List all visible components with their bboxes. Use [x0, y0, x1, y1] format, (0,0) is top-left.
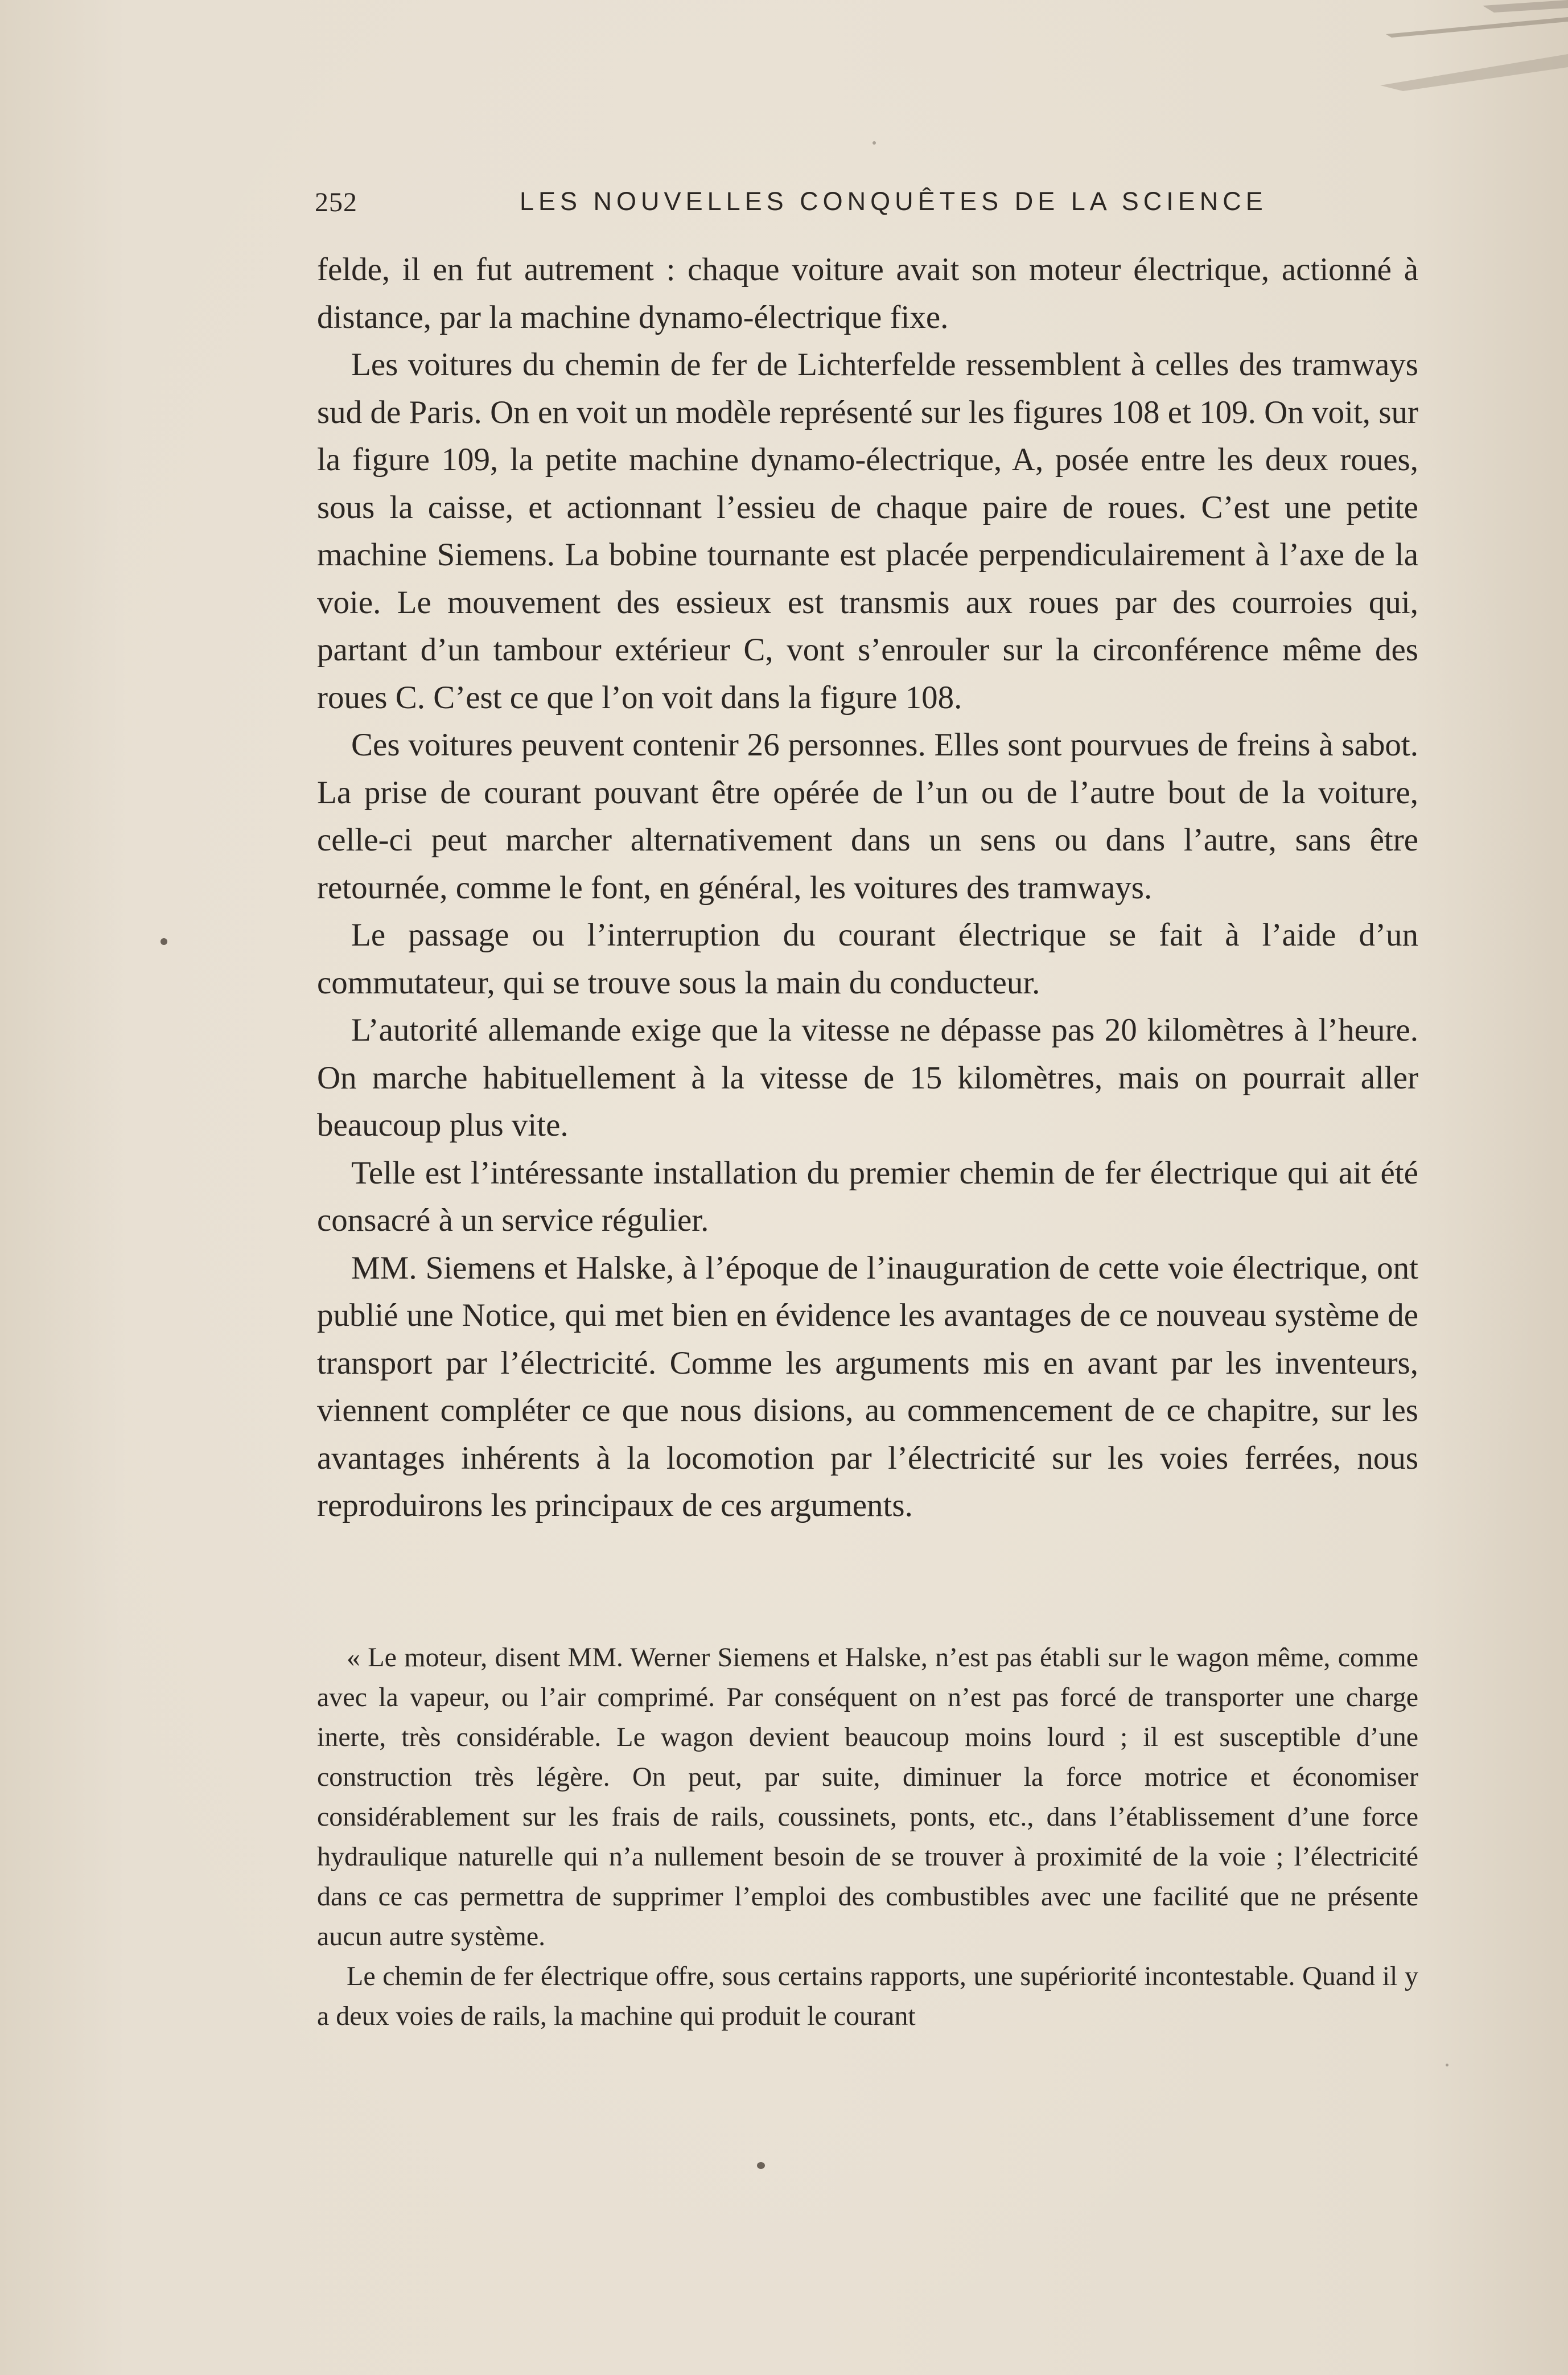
paragraph: Telle est l’intéressante installation du premier chemin de fer électrique qui ait été consacré à un service régulier.	[317, 1154, 1418, 1238]
paragraph: Les voitures du chemin de fer de Lichterfelde ressemblent à celles des tramways sud de Paris. On en voit un modèle représenté sur les figures 108 et 109. On voit, sur la figure 109, la petite machine dynamo-électrique, A, posée entre les deux roues, sous la caisse, et actionnant l’essieu de chaque paire de roues. C’est une petite machine Siemens. La bobine tournante est placée perpendiculairement à l’axe de la voie. Le mouvement des essieux est transmis aux roues par des courroies qui, partant d’un tambour extérieur C, vont s’enrouler sur la circonférence même des roues C. C’est ce que l’on voit dans la figure 108.	[317, 347, 1418, 716]
paper-speck	[757, 2162, 765, 2169]
paragraph: Ces voitures peuvent contenir 26 personnes. Elles sont pourvues de freins à sabot. La prise de courant pouvant être opérée de l’un ou de l’autre bout de la voiture, celle-ci peut marcher alternativement dans un sens ou dans l’autre, sans être retournée, comme le font, en général, les voitures des tramways.	[317, 727, 1418, 906]
page-header	[315, 187, 1419, 227]
running-head: LES NOUVELLES CONQUÊTES DE LA SCIENCE	[520, 187, 1267, 216]
quote-paragraph: Le chemin de fer électrique offre, sous certains rapports, une supériorité incontestable. Quand il y a deux voies de rails, la machine qui produit le courant	[317, 1961, 1418, 2031]
paragraph: MM. Siemens et Halske, à l’époque de l’inauguration de cette voie électrique, ont publié une Notice, qui met bien en évidence les avantages de ce nouveau système de transport par l’électricité. Comme les arguments mis en avant par les inventeurs, viennent compléter ce que nous disions, au commencement de ce chapitre, sur les avantages inhérents à la locomotion par l’électricité sur les voies ferrées, nous reproduirons les principaux de ces arguments.	[317, 1250, 1418, 1523]
paragraph: L’autorité allemande exige que la vitesse ne dépasse pas 20 kilomètres à l’heure. On marche habituellement à la vitesse de 15 kilomètres, mais on pourrait aller beaucoup plus vite.	[317, 1012, 1418, 1143]
torn-corner-mark	[1380, 0, 1568, 97]
quoted-notice	[317, 1638, 1418, 2036]
paragraph: felde, il en fut autrement : chaque voiture avait son moteur électrique, actionné à distance, par la machine dynamo-électrique fixe.	[317, 252, 1418, 335]
main-text	[317, 246, 1418, 1530]
paper-speck	[873, 141, 876, 145]
quote-paragraph: « Le moteur, disent MM. Werner Siemens et Halske, n’est pas établi sur le wagon même, comme avec la vapeur, ou l’air comprimé. Par conséquent on n’est pas forcé de transporter une charge inerte, très considérable. Le wagon devient beaucoup moins lourd ; il est susceptible d’une construction très légère. On peut, par suite, diminuer la force motrice et économiser considérablement sur les frais de rails, coussinets, ponts, etc., dans l’établissement d’une force hydraulique naturelle qui n’a nullement besoin de se trouver à proximité de la voie ; l’électricité dans ce cas permettra de supprimer l’emploi des combustibles avec une facilité que ne présente aucun autre système.	[317, 1642, 1418, 1951]
paper-speck	[1446, 2064, 1448, 2066]
page-number: 252	[315, 187, 357, 217]
paragraph: Le passage ou l’interruption du courant électrique se fait à l’aide d’un commutateur, qui se trouve sous la main du conducteur.	[317, 917, 1418, 1001]
paper-speck	[160, 938, 167, 945]
